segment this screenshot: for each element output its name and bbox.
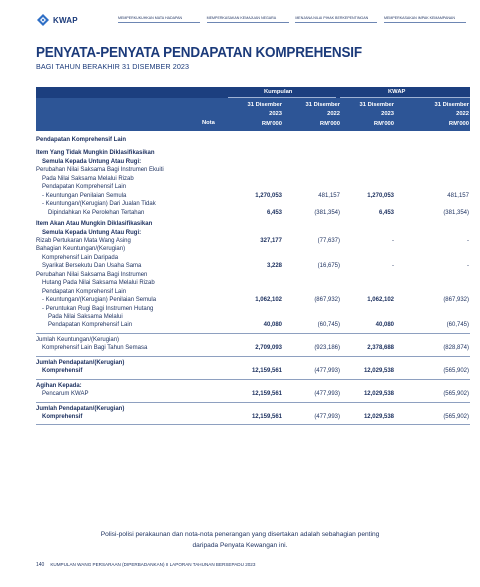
row-label: Komprehensif Lain Bagi Tahun Semasa	[42, 345, 148, 352]
row-label: Pendapatan Komprehensif Lain	[42, 184, 127, 191]
row-label: Pada Nilai Saksama Melalui	[48, 314, 123, 320]
row-label: Jumlah Pendapatan/(Kerugian)	[36, 359, 125, 366]
row-value: (16,675)	[317, 263, 340, 270]
table-column-header	[36, 98, 470, 131]
row-value: 1,062,102	[255, 297, 282, 304]
row-label: - Keuntungan Penilaian Semula	[42, 192, 127, 199]
row-value: (477,993)	[314, 414, 340, 421]
row-value: -	[392, 263, 394, 270]
row-value: -	[467, 237, 469, 244]
row-value: (923,186)	[314, 345, 340, 352]
page-subtitle: BAGI TAHUN BERAKHIR 31 DISEMBER 2023	[36, 62, 190, 71]
row-value: (477,993)	[314, 391, 340, 398]
row-value: -	[392, 237, 394, 244]
row-value: 12,159,561	[251, 414, 282, 421]
footer-text: KUMPULAN WANG PERSARAAN (DIPERBADANKAN) II LAPORAN TAHUNAN BERSEPADU 2023	[50, 562, 256, 567]
table-rule	[36, 379, 470, 380]
footnote-line-2: daripada Penyata Kewangan ini.	[192, 542, 288, 549]
row-label: - Peruntukan Rugi Bagi Instrumen Hutang	[42, 305, 154, 312]
row-label: Semula Kepada Untung Atau Rugi:	[42, 158, 142, 165]
table-rule	[36, 424, 470, 425]
table-rule	[36, 402, 470, 403]
row-value: 481,157	[318, 192, 340, 199]
row-label: Pencarum KWAP	[42, 391, 89, 398]
row-value: 40,080	[263, 322, 282, 329]
row-value: (381,354)	[443, 209, 469, 216]
top-navigation	[118, 16, 466, 23]
row-value: (867,932)	[314, 297, 340, 304]
row-value: (60,745)	[446, 322, 469, 329]
table-rule	[36, 356, 470, 357]
nota-header: Nota	[202, 119, 215, 126]
row-value: (60,745)	[317, 322, 340, 329]
row-label: Item Yang Tidak Mungkin Diklasifikasikan	[36, 150, 155, 157]
row-label: Perubahan Nilai Saksama Bagi Instrumen	[36, 271, 148, 278]
row-label: Pendapatan Komprehensif Lain	[48, 322, 133, 329]
row-value: (828,874)	[443, 345, 469, 352]
nav-item-nilai-pihak[interactable]: MENJANA NILAI PIHAK BERKEPENTINGAN	[295, 16, 377, 23]
row-label: Perubahan Nilai Saksama Bagi Instrumen Ekuiti	[36, 167, 164, 174]
table-row	[36, 391, 470, 400]
table-row	[36, 368, 470, 377]
row-value: 481,157	[447, 192, 469, 199]
row-label: Komprehensif	[42, 414, 83, 421]
group-label-kumpulan: Kumpulan	[264, 89, 293, 95]
row-label: Pada Nilai Saksama Melalui Rizab	[42, 175, 134, 182]
income-statement-table	[36, 87, 470, 421]
row-label: Pendapatan Komprehensif Lain	[36, 137, 127, 143]
row-value: 327,177	[260, 237, 282, 244]
row-value: 6,453	[266, 209, 282, 216]
kwap-logo-icon	[36, 14, 50, 26]
row-label: Rizab Pertukaran Mata Wang Asing	[36, 237, 131, 244]
page-footer	[36, 562, 255, 568]
row-label: Item Akan Atau Mungkin Diklasifikasikan	[36, 221, 153, 228]
footnote	[0, 529, 480, 551]
page-number: 140	[36, 562, 45, 568]
row-label: - Keuntungan/(Kerugian) Penilaian Semula	[42, 297, 157, 304]
row-value: 1,270,053	[367, 192, 394, 199]
row-value: 1,270,053	[255, 192, 282, 199]
row-label: - Keuntungan/(Kerugian) Dari Jualan Tidak	[42, 201, 156, 208]
group-label-kwap: KWAP	[388, 89, 406, 95]
column-header-kumpulan-2022: 31 Disember 2022 RM'000	[305, 102, 340, 127]
row-value: 2,378,688	[367, 345, 394, 352]
row-value: 12,159,561	[251, 391, 282, 398]
row-label: Syarikat Bersekutu Dan Usaha Sama	[42, 263, 142, 270]
table-row	[36, 345, 470, 354]
column-header-kwap-2022: 31 Disember 2022 RM'000	[434, 102, 469, 127]
row-value: 1,062,102	[367, 297, 394, 304]
row-value: -	[467, 263, 469, 270]
row-label: Jumlah Pendapatan/(Kerugian)	[36, 405, 125, 412]
table-row	[36, 210, 470, 219]
row-label: Jumlah Keuntungan/(Kerugian)	[36, 336, 120, 343]
table-row	[36, 322, 470, 331]
row-value: (565,902)	[443, 391, 469, 398]
table-row	[36, 137, 470, 146]
row-value: (77,637)	[317, 237, 340, 244]
footnote-line-1: Polisi-polisi perakaunan dan nota-nota penerangan yang disertakan adalah sebahagian penting	[100, 531, 380, 538]
row-label: Komprehensif	[42, 368, 83, 375]
row-value: (477,993)	[314, 368, 340, 375]
row-value: 6,453	[378, 209, 394, 216]
row-label: Semula Kepada Untung Atau Rugi:	[42, 229, 142, 236]
row-label: Pendapatan Komprehensif Lain	[42, 288, 127, 295]
row-value: 12,029,538	[363, 414, 394, 421]
row-label: Agihan Kepada:	[36, 382, 82, 389]
table-group-header	[36, 87, 470, 98]
nav-item-mata-hadapan[interactable]: MEMPERKUKUHKAN MATA HADAPAN	[118, 16, 200, 23]
row-value: 12,029,538	[363, 368, 394, 375]
row-label: Komprehensif Lain Daripada	[42, 254, 119, 261]
row-value: (867,932)	[443, 297, 469, 304]
table-row	[36, 414, 470, 423]
row-value: 3,228	[266, 263, 282, 270]
row-value: (565,902)	[443, 368, 469, 375]
column-header-kumpulan-2023: 31 Disember 2023 RM'000	[247, 102, 282, 127]
row-label: Bahagian Keuntungan/(Kerugian)	[36, 246, 126, 253]
row-value: (565,902)	[443, 414, 469, 421]
row-label: Hutang Pada Nilai Saksama Melalui Rizab	[42, 280, 155, 287]
nav-item-kemajuan-negara[interactable]: MEMPERKASAKAN KEMAJUAN NEGARA	[207, 16, 289, 23]
kwap-logo	[36, 14, 78, 26]
page-title: PENYATA-PENYATA PENDAPATAN KOMPREHENSIF	[36, 45, 362, 61]
row-value: 40,080	[375, 322, 394, 329]
row-label: Dipindahkan Ke Perolehan Tertahan	[48, 209, 145, 216]
row-value: (381,354)	[314, 209, 340, 216]
table-rule	[36, 333, 470, 334]
row-value: 12,159,561	[251, 368, 282, 375]
row-value: 2,709,093	[255, 345, 282, 352]
nav-item-impak-kemampanan[interactable]: MEMPERKASAKAN IMPAK KEMAMPANAN	[384, 16, 466, 23]
row-value: 12,029,538	[363, 391, 394, 398]
logo-text: KWAP	[53, 15, 78, 25]
column-header-kwap-2023: 31 Disember 2023 RM'000	[359, 102, 394, 127]
